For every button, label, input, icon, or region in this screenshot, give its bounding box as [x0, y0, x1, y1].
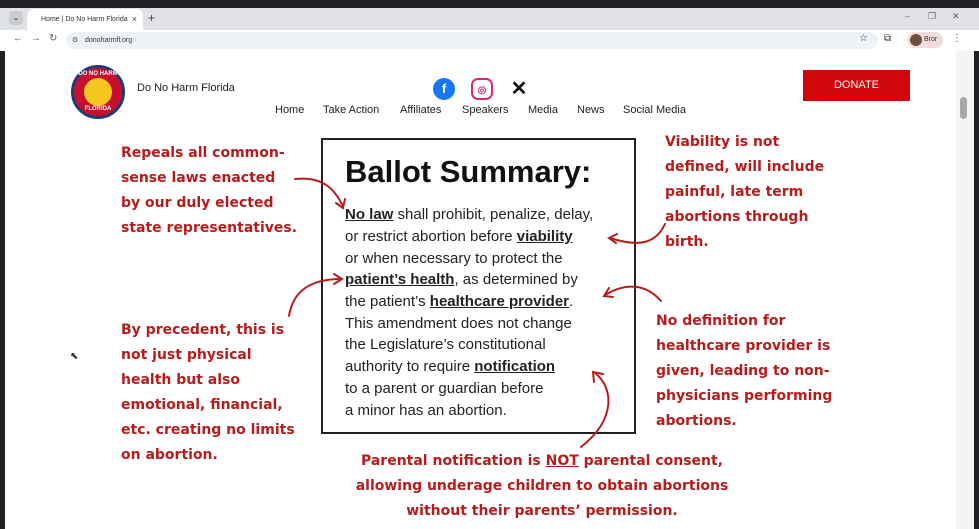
ballot-line: This amendment does not change [345, 315, 572, 332]
forward-icon[interactable]: → [31, 33, 41, 44]
annotation-text: Parental notification is [360, 453, 546, 469]
back-icon[interactable]: ← [13, 33, 23, 44]
annotation-provider: No definition for healthcare provider is given, leading to non- physicians performing abortions. [656, 313, 833, 429]
ballot-text: , as determined by [454, 271, 578, 288]
reload-icon[interactable]: ↻ [49, 33, 58, 44]
ballot-emphasis: viability [516, 228, 573, 245]
arrow-viability [610, 224, 665, 243]
arrow-parental [581, 373, 608, 447]
annotation-text: allowing underage children to obtain abortions [355, 478, 729, 494]
ballot-emphasis: patient’s health [345, 271, 455, 288]
nav-take-action[interactable]: Take Action [323, 104, 380, 116]
nav-media[interactable]: Media [528, 104, 558, 116]
logo-text-bottom: FLORIDA [84, 106, 112, 112]
avatar [910, 34, 922, 46]
tab-title: Home | Do No Harm Florida [41, 16, 128, 23]
url-text: donoharmfl.org [85, 37, 133, 44]
arrow-repeals [295, 179, 343, 206]
minimize-icon[interactable]: – [905, 11, 911, 21]
web-page [5, 51, 956, 529]
annotation-arrows [5, 51, 956, 529]
nav-social-media[interactable]: Social Media [623, 104, 686, 116]
ballot-text: the patient’s [345, 293, 430, 310]
annotation-text: without their parents’ permission. [406, 503, 678, 519]
mouse-cursor-icon: ⬉ [70, 351, 79, 362]
tab-home[interactable] [27, 9, 143, 30]
close-window-icon[interactable]: ✕ [952, 11, 960, 21]
browser-toolbar [0, 30, 979, 51]
page-scrollbar[interactable] [956, 51, 974, 529]
annotation-text: parental consent, [578, 453, 724, 469]
donate-button[interactable]: DONATE [803, 70, 910, 101]
annotation-precedent: By precedent, this is not just physical health but also emotional, financial, etc. creating no limits on abortion. [121, 322, 295, 463]
annotation-emphasis: NOT [545, 453, 579, 469]
tab-search-icon[interactable]: ⌄ [9, 11, 23, 25]
scrollbar-thumb[interactable] [960, 97, 967, 119]
nav-affiliates[interactable]: Affiliates [400, 104, 442, 116]
address-bar[interactable] [66, 32, 878, 49]
profile-button[interactable] [907, 32, 943, 48]
ballot-text: authority to require [345, 358, 475, 375]
profile-name: Bror [924, 36, 938, 43]
menu-dots-icon[interactable]: ⋮ [952, 33, 962, 44]
ballot-text: . [569, 293, 574, 310]
tab-bar [0, 8, 979, 30]
ballot-text: or restrict abortion before [345, 228, 517, 245]
annotation-repeals: Repeals all common- sense laws enacted by our duly elected state representatives. [121, 145, 298, 236]
x-icon[interactable]: ✕ [508, 78, 530, 100]
site-info-icon[interactable]: ⚙ [72, 37, 79, 44]
bookmark-star-icon[interactable]: ☆ [859, 33, 868, 44]
nav-speakers[interactable]: Speakers [462, 104, 509, 116]
ballot-emphasis: notification [474, 358, 556, 375]
ballot-emphasis: healthcare provider [429, 293, 570, 310]
extensions-icon[interactable]: ⧉ [884, 33, 892, 44]
site-name[interactable]: Do No Harm Florida [137, 82, 235, 94]
annotation-viability: Viability is not defined, will include painful, late term abortions through birth. [665, 134, 825, 250]
restore-icon[interactable]: ❐ [928, 11, 937, 21]
ballot-line: or when necessary to protect the [345, 250, 563, 267]
new-tab-button[interactable]: + [148, 11, 156, 25]
tab-close-icon[interactable]: × [131, 14, 137, 24]
ballot-line: the Legislature’s constitutional [345, 336, 546, 353]
logo-text-top: DO NO HARM [78, 71, 118, 77]
arrow-provider [605, 287, 661, 301]
ballot-text: shall prohibit, penalize, delay, [393, 206, 594, 223]
facebook-icon[interactable]: f [433, 78, 455, 100]
ballot-line: to a parent or guardian before [345, 380, 544, 397]
nav-home[interactable]: Home [275, 104, 305, 116]
ballot-emphasis: No law [345, 206, 394, 223]
instagram-icon[interactable]: ◎ [471, 78, 493, 100]
nav-news[interactable]: News [577, 104, 605, 116]
ballot-line: a minor has an abortion. [345, 402, 507, 419]
ballot-title: Ballot Summary: [345, 154, 592, 189]
